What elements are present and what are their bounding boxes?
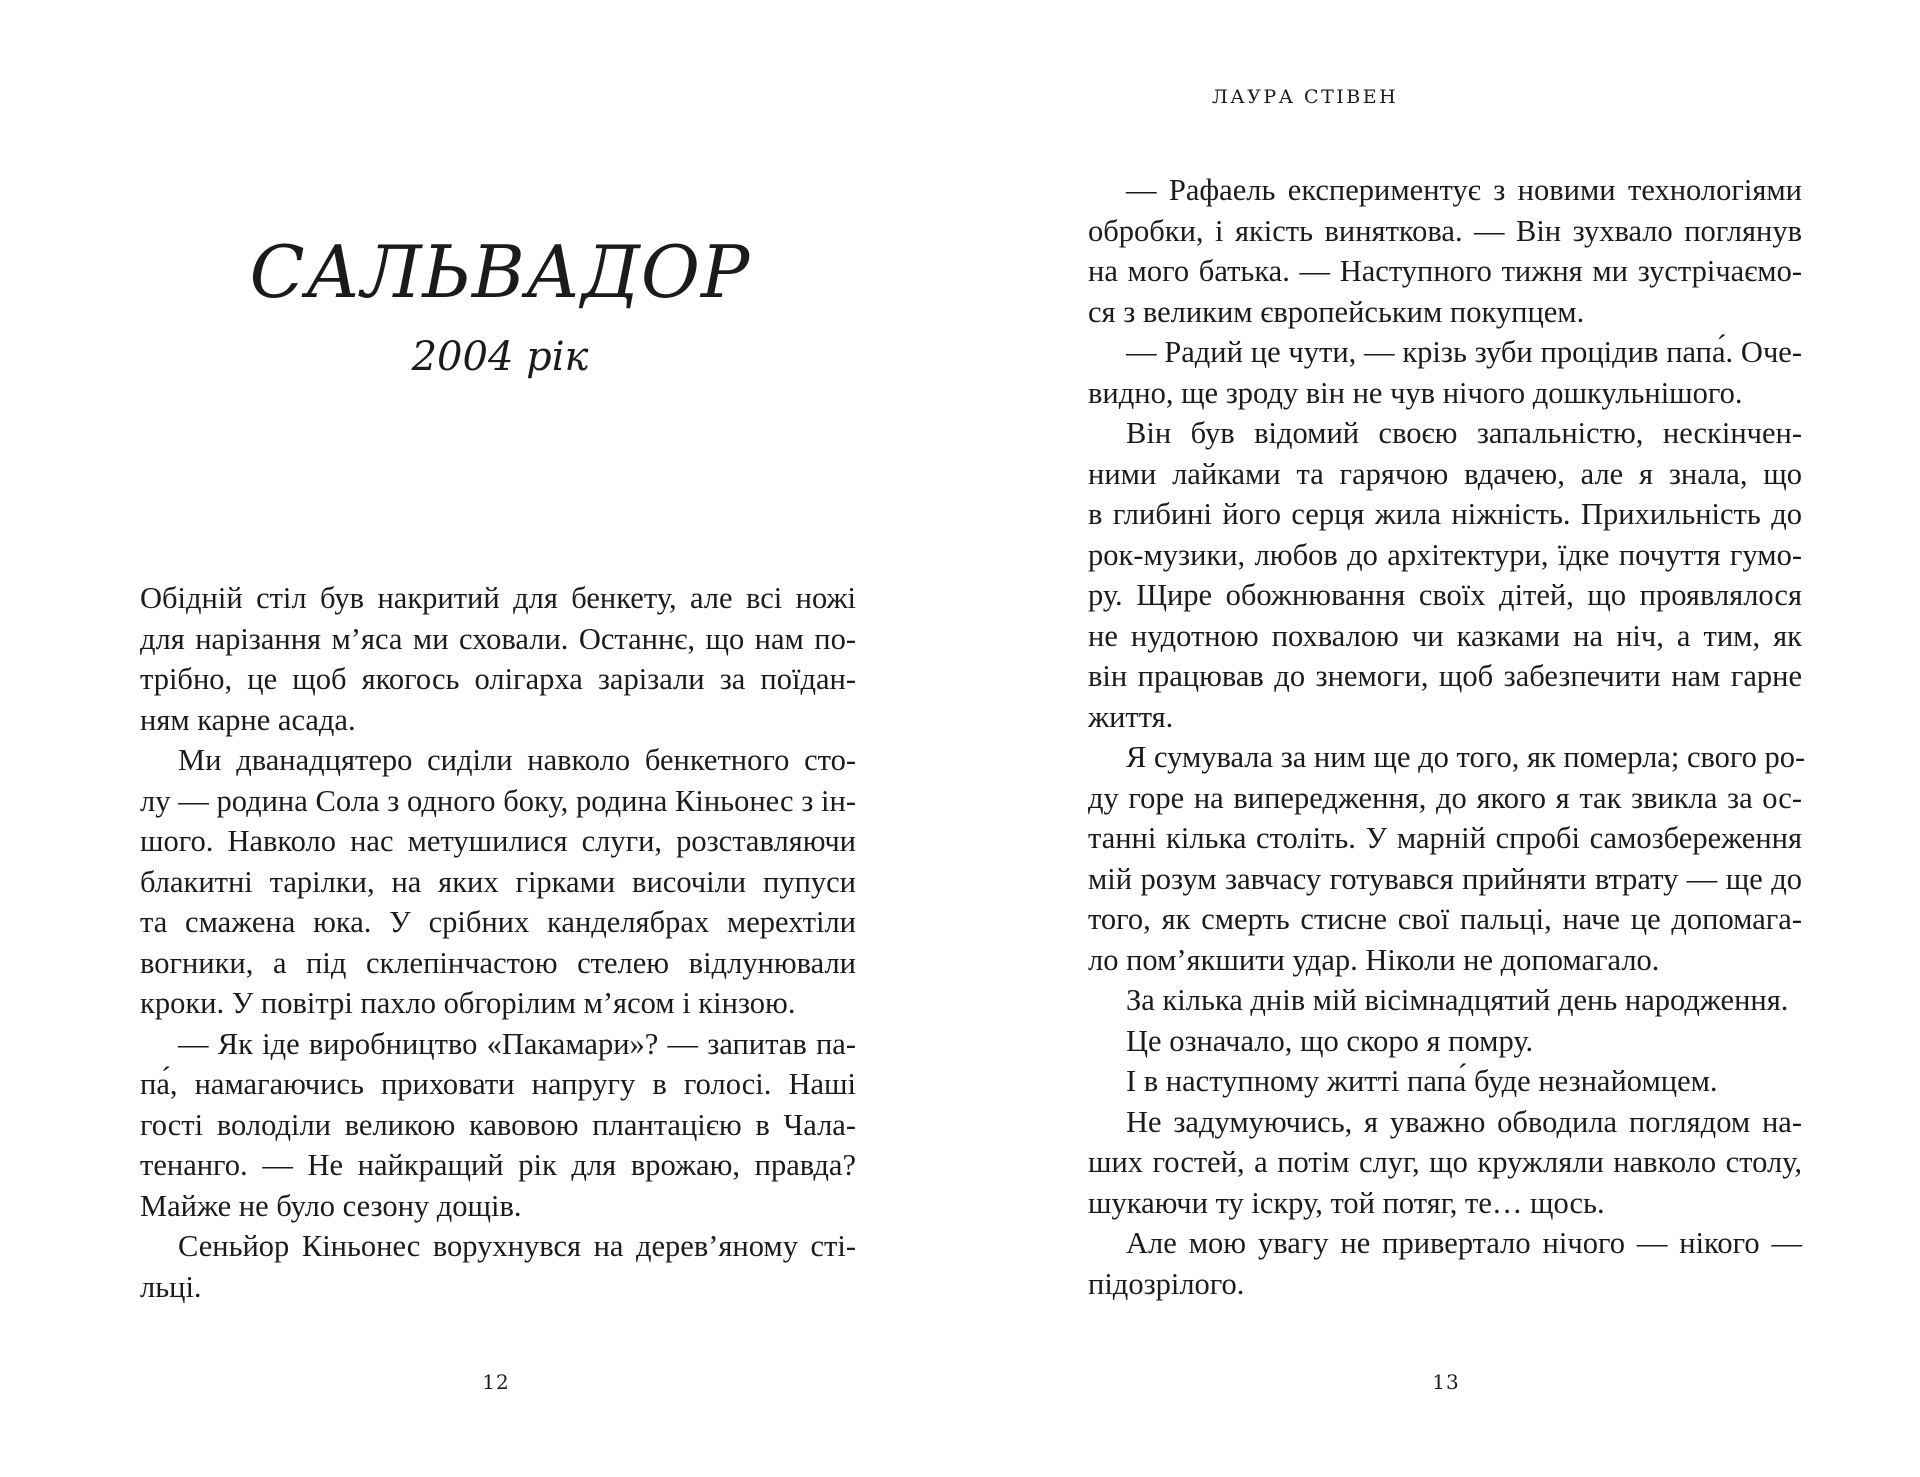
text-line: ся з великим європейським покупцем. xyxy=(1088,294,1585,329)
text-line: Обідній стіл був накритий для бенкету, але всі ножі xyxy=(140,581,856,615)
text-line: гості володіли великою кавовою плантацією в Чала- xyxy=(140,1107,856,1142)
text-line: Ми дванадцятеро сиділи навколо бенкетного сто- xyxy=(178,743,856,777)
text-line: рок-музики, любов до архітектури, їдке почуття гумо- xyxy=(1088,537,1802,572)
text-line: шукаючи ту іскру, той потяг, те… щось. xyxy=(1088,1185,1605,1220)
text-line: Це означало, що скоро я помру. xyxy=(1126,1023,1534,1058)
text-line: підозрілого. xyxy=(1088,1266,1245,1301)
chapter-title: САЛЬВАДОР xyxy=(249,230,751,314)
text-line: льці. xyxy=(140,1269,202,1304)
text-line: лу — родина Сола з одного боку, родина Кіньонес з ін- xyxy=(140,783,856,818)
text-line: За кілька днів мій вісімнадцятий день народження. xyxy=(1126,983,1789,1017)
text-line: ших гостей, а потім слуг, що кружляли навколо столу, xyxy=(1088,1145,1802,1179)
text-line: Але мою увагу не привертало нічого — нікого — xyxy=(1126,1226,1802,1260)
text-line: І в наступному житті папа́ буде незнайомцем. xyxy=(1126,1064,1718,1098)
text-line: обробки, і якість виняткова. — Він зухвало поглянув xyxy=(1088,213,1802,248)
text-line: Майже не було сезону дощів. xyxy=(140,1188,522,1223)
text-line: па́, намагаючись приховати напругу в голосі. Наші xyxy=(140,1067,856,1101)
running-header: ЛАУРА СТІВЕН xyxy=(1211,86,1399,108)
right-body-text xyxy=(1088,170,1806,1304)
text-line: для нарізання м’яса ми сховали. Останнє, що нам по- xyxy=(140,621,856,656)
text-line: ням карне асада. xyxy=(140,702,356,737)
text-line: життя. xyxy=(1088,699,1174,734)
text-line: ло пом’якшити удар. Ніколи не допомагало. xyxy=(1088,942,1660,977)
text-line: блакитні тарілки, на яких гірками височіли пупуси xyxy=(140,864,856,899)
text-line: мій розум завчасу готувався прийняти втрату — ще до xyxy=(1088,861,1802,896)
text-line: вогники, а під склепінчастою стелею відлунювали xyxy=(140,945,856,980)
text-line: кроки. У повітрі пахло обгорілим м’ясом і кінзою. xyxy=(140,986,796,1020)
text-line: ними лайками та гарячою вдачею, але я знала, що xyxy=(1088,456,1802,491)
text-line: — Рафаель експериментує з новими технологіями xyxy=(1126,173,1802,207)
text-line: не нудотною похвалою чи казками на ніч, а тим, як xyxy=(1088,618,1802,653)
text-line: — Як іде виробництво «Пакамари»? — запитав па- xyxy=(178,1026,856,1061)
text-line: Він був відомий своєю запальністю, нескінчен- xyxy=(1126,416,1802,450)
text-line: він працював до знемоги, щоб забезпечити нам гарне xyxy=(1088,659,1802,693)
text-line: ду горе на випередження, до якого я так звикла за ос- xyxy=(1088,780,1802,815)
text-line: трібно, це щоб якогось олігарха зарізали за поїдан- xyxy=(140,662,856,696)
text-line: танні кілька століть. У марній спробі самозбереження xyxy=(1088,821,1802,855)
left-body-text xyxy=(140,578,856,1307)
text-line: на мого батька. — Наступного тижня ми зустрічаємо- xyxy=(1088,254,1802,288)
text-line: Я сумувала за ним ще до того, як померла; свого ро- xyxy=(1126,740,1806,774)
text-line: та смажена юка. У срібних канделябрах мерехтіли xyxy=(140,905,856,939)
chapter-year: 2004 рік xyxy=(411,334,589,380)
text-line: тенанго. — Не найкращий рік для врожаю, правда? xyxy=(140,1148,856,1182)
text-line: ру. Щире обожнювання своїх дітей, що проявлялося xyxy=(1088,578,1802,612)
text-line: в глибині його серця жила ніжність. Прихильність до xyxy=(1088,497,1802,531)
text-line: — Радий це чути, — крізь зуби процідив папа́. Оче- xyxy=(1126,335,1802,369)
text-line: Не задумуючись, я уважно обводила поглядом на- xyxy=(1126,1104,1802,1139)
text-line: шого. Навколо нас метушилися слуги, розставляючи xyxy=(140,824,856,858)
page-number-right: 13 xyxy=(1432,1370,1460,1394)
text-line: видно, ще зроду він не чув нічого дошкульнішого. xyxy=(1088,375,1743,410)
text-line: Сеньйор Кіньонес ворухнувся на дерев’яному сті- xyxy=(178,1229,856,1263)
text-line: того, як смерть стисне свої пальці, наче це допомага- xyxy=(1088,902,1802,936)
page-number-left: 12 xyxy=(482,1370,510,1394)
